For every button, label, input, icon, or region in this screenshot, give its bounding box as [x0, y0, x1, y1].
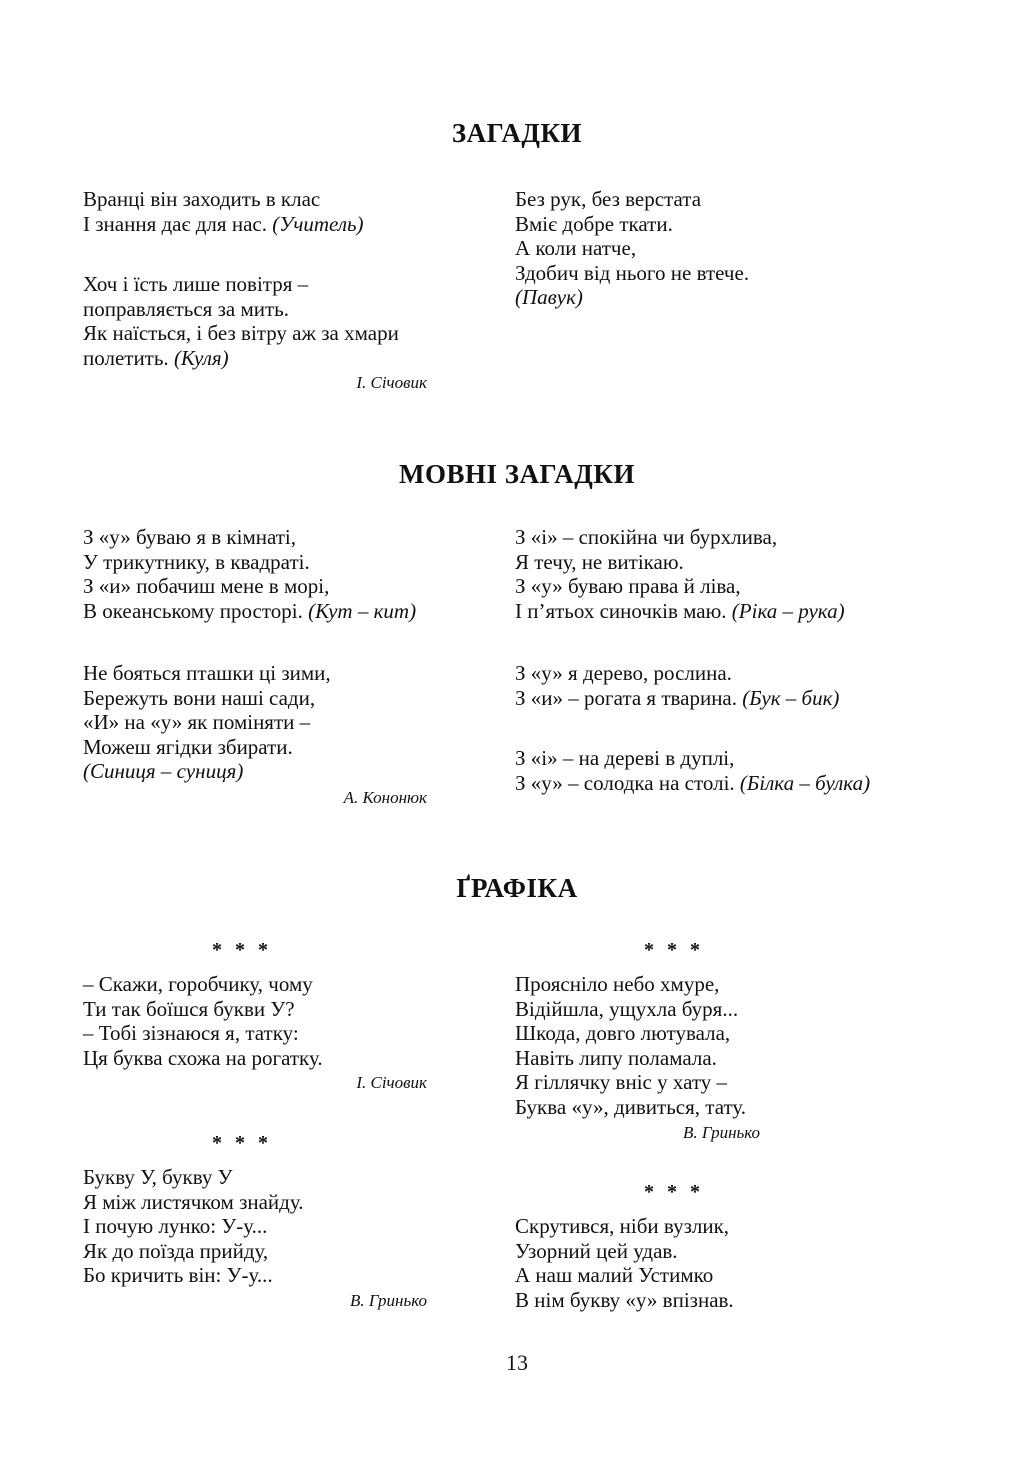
verse-line: Бо кричить він: У-у... [83, 1263, 273, 1288]
verse-line: – Скажи, горобчику, чому [83, 972, 313, 996]
verse-text: полетить. [83, 345, 174, 370]
stars-separator: * * * [212, 1132, 272, 1154]
section-title-movni: МОВНІ ЗАГАДКИ [399, 459, 635, 489]
verse-line: Я гiллячку вніс у хату – [515, 1070, 727, 1095]
verse-line: В нiм букву «у» впiзнав. [515, 1287, 734, 1312]
section-title-grafika: ҐРАФІКА [456, 873, 578, 903]
verse-line: А коли натче, [515, 236, 637, 261]
verse-line: Ти так боїшся букви У? [83, 996, 295, 1021]
verse-line: – Тобі зізнаюся я, татку: [83, 1021, 299, 1046]
author-name: А. Кононюк [343, 788, 427, 807]
verse-line: Можеш ягідки збирати. [83, 734, 293, 759]
riddle-column-right [515, 661, 935, 710]
verse-line: Я між листячком знайду. [83, 1189, 304, 1214]
author-name: І. Січовик [356, 373, 427, 392]
verse-line [515, 771, 935, 796]
verse-line: Як до поїзда прийду, [83, 1238, 269, 1263]
verse-line [83, 212, 503, 237]
verse-line: Вiдiйшла, ущухла буря... [515, 996, 739, 1021]
verse-line: З «у» я дерево, рослина. [515, 661, 732, 685]
verse-line: Скрутився, нiби вузлик, [515, 1214, 730, 1238]
riddle-column-right [515, 525, 935, 623]
verse-line: Шкода, довго лютувала, [515, 1021, 731, 1046]
verse-line [83, 346, 503, 371]
riddle-column-right [515, 187, 935, 310]
riddle-answer: (Ріка – рука) [731, 598, 845, 623]
stars-separator: * * * [644, 939, 704, 961]
verse-line: «И» на «у» як поміняти – [83, 710, 311, 735]
verse-line: Здобич від нього не втече. [515, 260, 750, 285]
verse-line: Хоч і їсть лише повітря – [83, 272, 309, 296]
riddle-answer: (Синиця – суниця) [83, 759, 244, 784]
stars-separator: * * * [212, 939, 272, 961]
verse-line: З «і» – на дереві в дуплі, [515, 746, 735, 770]
verse-text: І знання дає для нас. [83, 211, 273, 236]
verse-line: З «и» побачиш мене в морі, [83, 574, 330, 599]
verse-text: З «и» – рогата я тварина. [515, 685, 743, 710]
author-name: І. Січовик [356, 1073, 427, 1092]
riddle-answer: (Учитель) [272, 211, 364, 236]
poem-left-1 [83, 972, 503, 1092]
verse-line: У трикутнику, в квадраті. [83, 549, 310, 574]
verse-line [515, 686, 935, 711]
poem-right-2 [515, 1214, 935, 1312]
verse-line: Прояснiло небо хмуре, [515, 972, 720, 996]
section-title-zagadky: ЗАГАДКИ [451, 118, 583, 148]
verse-line [515, 599, 935, 624]
author-name: В. Гринько [683, 1123, 761, 1142]
verse-line: І почую лунко: У-у... [83, 1214, 268, 1239]
verse-line: А наш малий Устимко [515, 1263, 714, 1288]
verse-line: Буква «у», дивиться, тату. [515, 1094, 747, 1119]
riddle-column-left [83, 661, 503, 807]
verse-text: З «у» – солодка на столі. [515, 770, 740, 795]
verse-line: Бережуть вони наші сади, [83, 685, 316, 710]
riddle-answer: (Кут – кит) [308, 598, 417, 623]
verse-line: Я течу, не витікаю. [515, 549, 684, 574]
riddle-column-left [83, 272, 503, 392]
verse-line: Без рук, без верстата [515, 187, 702, 211]
verse-line: З «у» буваю права й ліва, [515, 574, 741, 599]
verse-line: Не бояться пташки ці зими, [83, 661, 331, 685]
verse-line [83, 599, 503, 624]
author-name: В. Гринько [349, 1291, 427, 1310]
verse-line: Як наїсться, і без вітру аж за хмари [83, 321, 399, 346]
riddle-answer: (Павук) [515, 285, 583, 310]
riddle-answer: (Бук – бик) [742, 685, 840, 710]
riddle-column-left [83, 525, 503, 623]
verse-line: Ця буква схожа на рогатку. [83, 1045, 323, 1070]
verse-line: Вранці він заходить в клас [83, 187, 321, 211]
verse-line: Букву У, букву У [83, 1165, 233, 1189]
verse-line: Навiть липу поламала. [515, 1045, 717, 1070]
verse-line: Вміє добре ткати. [515, 211, 673, 236]
verse-text: В океанському просторі. [83, 598, 309, 623]
verse-text: І п’ятьох синочків маю. [515, 598, 732, 623]
stars-separator: * * * [644, 1181, 704, 1203]
verse-line: З «у» буваю я в кімнаті, [83, 525, 297, 549]
riddle-answer: (Куля) [173, 345, 229, 370]
riddle-column-left [83, 187, 503, 236]
page-number: 13 [506, 1350, 528, 1375]
verse-line: поправляється за мить. [83, 296, 289, 321]
poem-right-1 [515, 972, 935, 1142]
poem-left-2 [83, 1165, 503, 1310]
riddle-column-right [515, 746, 935, 795]
verse-line: Узорний цей удав. [515, 1238, 678, 1263]
verse-line: З «і» – спокійна чи бурхлива, [515, 525, 778, 549]
riddle-answer: (Білка – булка) [739, 770, 871, 795]
